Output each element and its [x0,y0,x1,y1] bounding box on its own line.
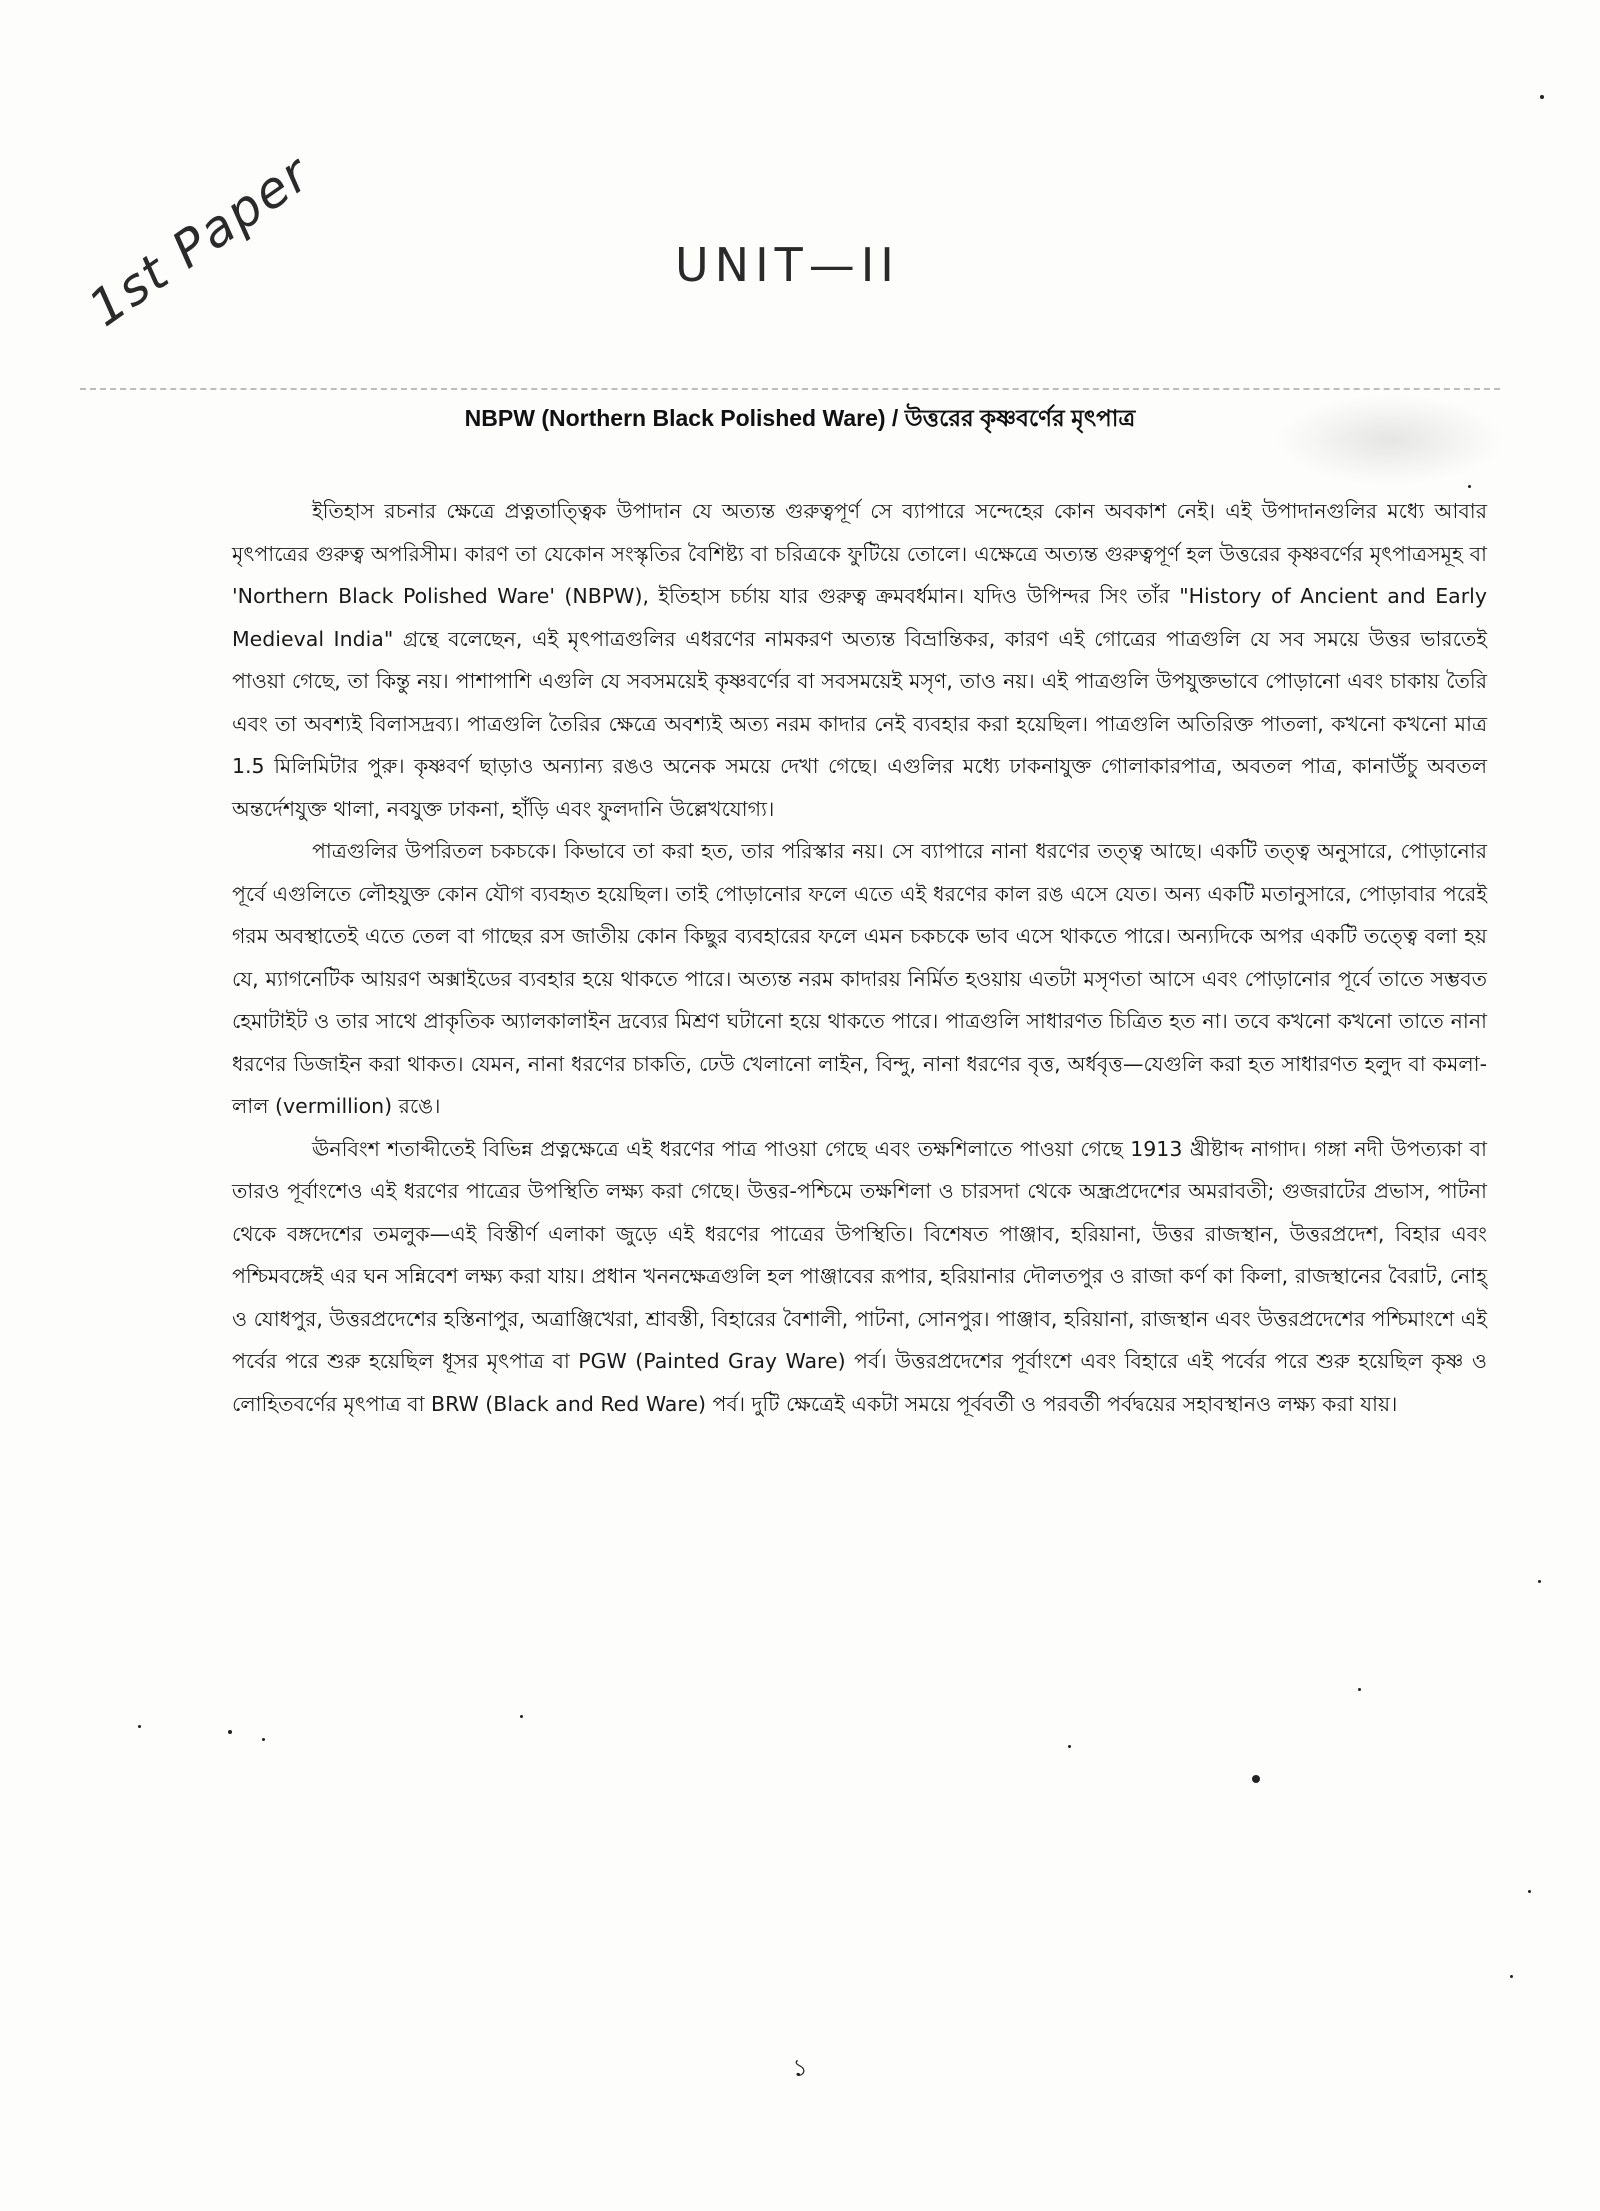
scan-speck [228,1730,232,1734]
document-title: NBPW (Northern Black Polished Ware) / উত্তরের কৃষ্ণবর্ণের মৃৎপাত্র [464,405,1136,431]
scan-speck [1528,1890,1531,1893]
scan-speck [1540,95,1544,99]
scan-speck [1468,485,1471,488]
body-text [232,490,1487,1425]
scan-speck [1510,1975,1513,1978]
handwritten-margin-note: 1st Paper [78,143,321,338]
scan-speck [1252,1775,1260,1783]
dashed-rule [80,388,1500,390]
scan-speck [262,1738,265,1741]
paragraph-1: ইতিহাস রচনার ক্ষেত্রে প্রত্নতাত্ত্বিক উপাদান যে অত্যন্ত গুরুত্বপূর্ণ সে ব্যাপারে সন্দেহের কোন অবকাশ নেই। এই উপাদানগুলির মধ্যে আবার মৃৎপাত্রের গুরুত্ব অপরিসীম। কারণ তা যেকোন সংস্কৃতির বৈশিষ্ট্য বা চরিত্রকে ফুটিয়ে তোলে। এক্ষেত্রে অত্যন্ত গুরুত্বপূর্ণ হল উত্তরের কৃষ্ণবর্ণের মৃৎপাত্রসমূহ বা 'Northern Black Polished Ware' (NBPW), ইতিহাস চর্চায় যার গুরুত্ব ক্রমবর্ধমান। যদিও উপিন্দর সিং তাঁর "History of Ancient and Early Medieval India" গ্রন্থে বলেছেন, এই মৃৎপাত্রগুলির এধরণের নামকরণ অত্যন্ত বিভ্রান্তিকর, কারণ এই গোত্রের পাত্রগুলি যে সব সময়ে উত্তর ভারতেই পাওয়া গেছে, তা কিন্তু নয়। পাশাপাশি এগুলি যে সবসময়েই কৃষ্ণবর্ণের বা সবসময়েই মসৃণ, তাও নয়। এই পাত্রগুলি উপযুক্তভাবে পোড়ানো এবং চাকায় তৈরি এবং তা অবশ্যই বিলাসদ্রব্য। পাত্রগুলি তৈরির ক্ষেত্রে অবশ্যই অত্য নরম কাদার নেই ব্যবহার করা হয়েছিল। পাত্রগুলি অতিরিক্ত পাতলা, কখনো কখনো মাত্র 1.5 মিলিমিটার পুরু। কৃষ্ণবর্ণ ছাড়াও অন্যান্য রঙও অনেক সময়ে দেখা গেছে। এগুলির মধ্যে ঢাকনাযুক্ত গোলাকারপাত্র, অবতল পাত্র, কানাউঁচু অবতল অন্তর্দেশযুক্ত থালা, নবযুক্ত ঢাকনা, হাঁড়ি এবং ফুলদানি উল্লেখযোগ্য। [232,499,1487,821]
unit-heading: UNIT—II [675,238,900,292]
paragraph-2: পাত্রগুলির উপরিতল চকচকে। কিভাবে তা করা হত, তার পরিস্কার নয়। সে ব্যাপারে নানা ধরণের তত্ত্ব আছে। একটি তত্ত্ব অনুসারে, পোড়ানোর পূর্বে এগুলিতে লৌহযুক্ত কোন যৌগ ব্যবহৃত হয়েছিল। তাই পোড়ানোর ফলে এতে এই ধরণের কাল রঙ এসে যেত। অন্য একটি মতানুসারে, পোড়াবার পরেই গরম অবস্থাতেই এতে তেল বা গাছের রস জাতীয় কোন কিছুর ব্যবহারের ফলে এমন চকচকে ভাব এসে থাকতে পারে। অন্যদিকে অপর একটি তত্ত্বে বলা হয় যে, ম্যাগনেটিক আয়রণ অক্সাইডের ব্যবহার হয়ে থাকতে পারে। অত্যন্ত নরম কাদারয় নির্মিত হওয়ায় এতটা মসৃণতা আসে এবং পোড়ানোর পূর্বে তাতে সম্ভবত হেমাটাইট ও তার সাথে প্রাকৃতিক অ্যালকালাইন দ্রব্যের মিশ্রণ ঘটানো হয়ে থাকতে পারে। পাত্রগুলি সাধারণত চিত্রিত হত না। তবে কখনো কখনো তাতে নানা ধরণের ডিজাইন করা থাকত। যেমন, নানা ধরণের চাকতি, ঢেউ খেলানো লাইন, বিন্দু, নানা ধরণের বৃত্ত, অর্ধবৃত্ত—যেগুলি করা হত সাধারণত হলুদ বা কমলা-লাল (vermillion) রঙে। [232,839,1487,1118]
page-number: ১ [792,2054,808,2082]
scan-speck [1538,1580,1541,1583]
scan-speck [1068,1745,1071,1748]
scan-speck [1358,1688,1361,1691]
paragraph-3: ঊনবিংশ শতাব্দীতেই বিভিন্ন প্রত্নক্ষেত্রে এই ধরণের পাত্র পাওয়া গেছে এবং তক্ষশিলাতে পাওয়া গেছে 1913 খ্রীষ্টাব্দ নাগাদ। গঙ্গা নদী উপত্যকা বা তারও পূর্বাংশেও এই ধরণের পাত্রের উপস্থিতি লক্ষ্য করা গেছে। উত্তর-পশ্চিমে তক্ষশিলা ও চারসদা থেকে অন্ধ্রপ্রদেশের অমরাবতী; গুজরাটের প্রভাস, পাটনা থেকে বঙ্গদেশের তমলুক—এই বিস্তীর্ণ এলাকা জুড়ে এই ধরণের পাত্রের উপস্থিতি। বিশেষত পাঞ্জাব, হরিয়ানা, উত্তর রাজস্থান, উত্তরপ্রদেশ, বিহার এবং পশ্চিমবঙ্গেই এর ঘন সন্নিবেশ লক্ষ্য করা যায়। প্রধান খননক্ষেত্রগুলি হল পাঞ্জাবের রূপার, হরিয়ানার দৌলতপুর ও রাজা কর্ণ কা কিলা, রাজস্থানের বৈরাট, নোহ্ ও যোধপুর, উত্তরপ্রদেশের হস্তিনাপুর, অত্রাঞ্জিখেরা, শ্রাবস্তী, বিহারের বৈশালী, পাটনা, সোনপুর। পাঞ্জাব, হরিয়ানা, রাজস্থান এবং উত্তরপ্রদেশের পশ্চিমাংশে এই পর্বের পরে শুরু হয়েছিল ধূসর মৃৎপাত্র বা PGW (Painted Gray Ware) পর্ব। উত্তরপ্রদেশের পূর্বাংশে এবং বিহারে এই পর্বের পরে শুরু হয়েছিল কৃষ্ণ ও লোহিতবর্ণের মৃৎপাত্র বা BRW (Black and Red Ware) পর্ব। দুটি ক্ষেত্রেই একটা সময়ে পূর্ববর্তী ও পরবর্তী পর্বদ্বয়ের সহাবস্থানও লক্ষ্য করা যায়। [232,1136,1487,1416]
scan-speck [520,1715,523,1718]
scan-speck [138,1725,141,1728]
